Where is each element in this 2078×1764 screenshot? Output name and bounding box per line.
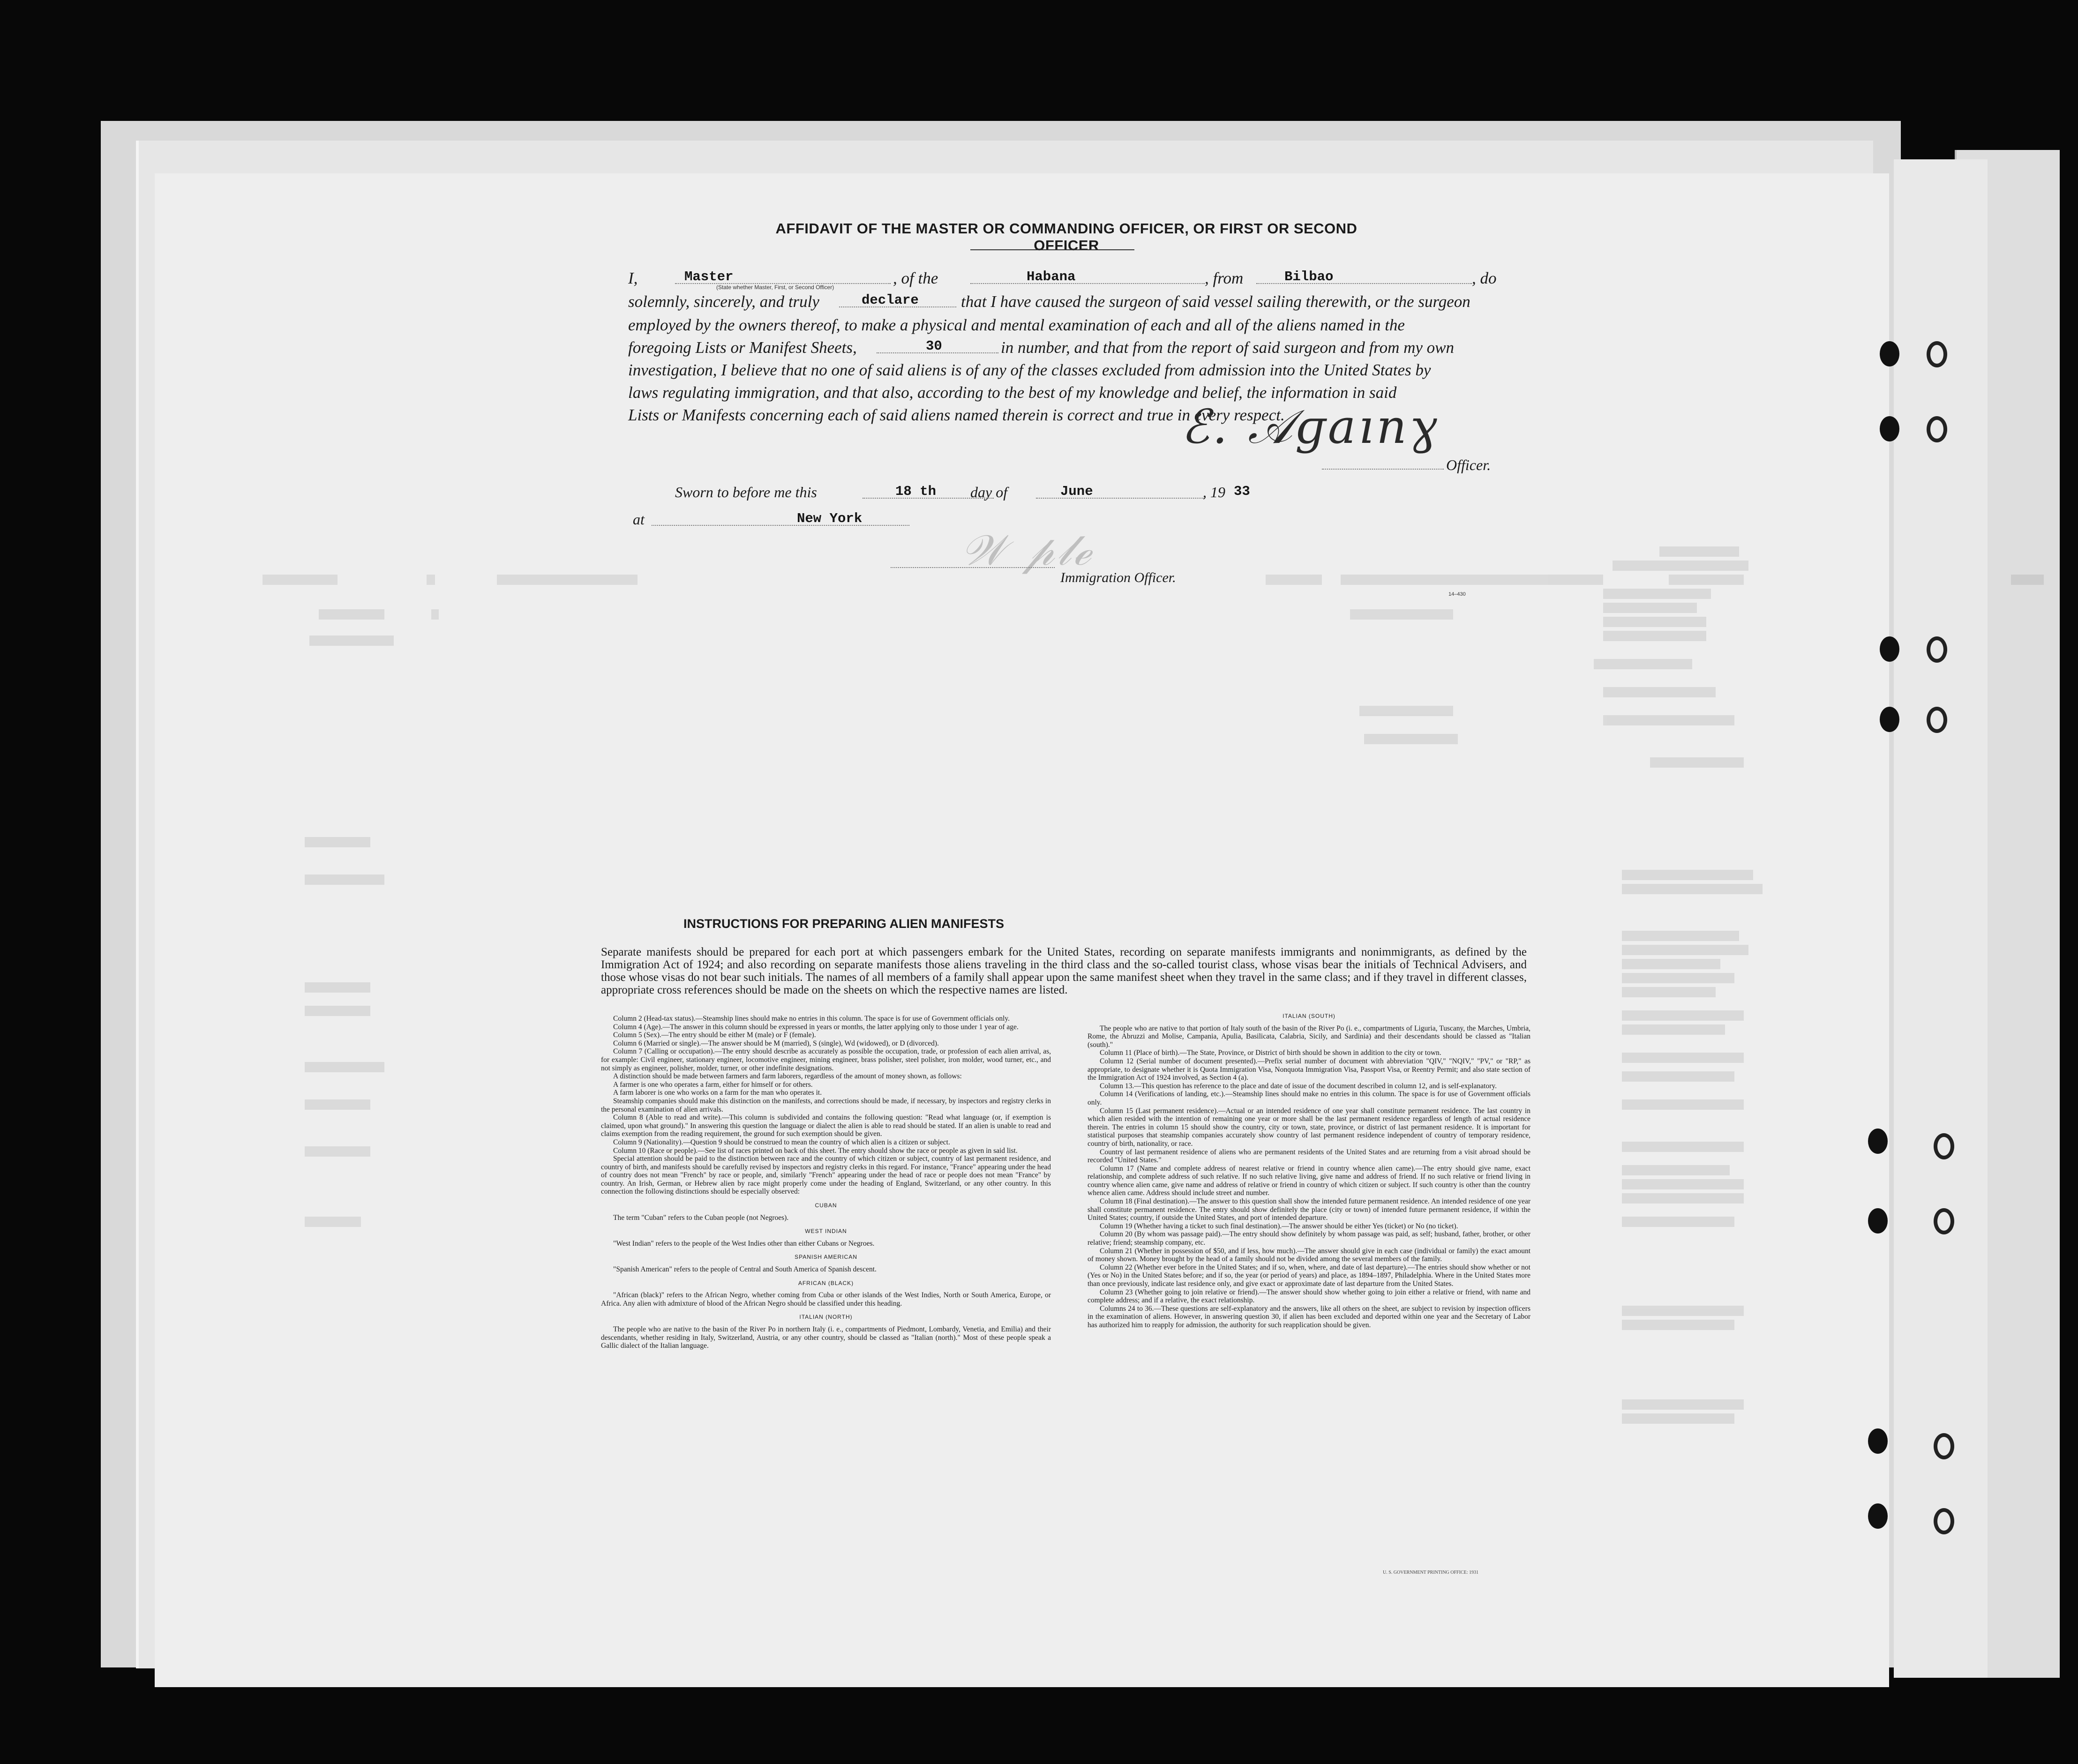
instructions-left-column	[601, 1015, 1051, 1350]
affidavit-line-4b: in number, and that from the report of said surgeon and from my own	[1001, 338, 1455, 357]
left-paragraph: Column 4 (Age).—The answer in this column should be expressed in years or months, the latter applying only to those under 1 year of age.	[613, 1023, 1019, 1031]
affidavit-line-1	[628, 269, 638, 288]
affidavit-line-2a: solemnly, sincerely, and truly	[628, 292, 819, 311]
affidavit-title: AFFIDAVIT OF THE MASTER OR COMMANDING OFFICER, OR FIRST OR SECOND OFFICER	[775, 220, 1358, 254]
left-paragraph: Column 9 (Nationality).—Question 9 should be construed to mean the country of which alien is a citizen or subject.	[613, 1138, 950, 1146]
right-column-paragraphs	[1088, 1024, 1530, 1330]
printer-mark: U. S. GOVERNMENT PRINTING OFFICE: 1931	[1383, 1570, 1478, 1575]
heading-italian-south: ITALIAN (SOUTH)	[1283, 1013, 1335, 1019]
right-paragraph: Column 14 (Verifications of landing, etc.).—Steamship lines should make no entries in this column. The space is for use of Government officials only.	[1088, 1090, 1530, 1106]
rank-line	[675, 283, 891, 284]
officer-signature-line	[1322, 469, 1444, 470]
day-of-label: day of	[970, 484, 1008, 501]
month-value: June	[1060, 484, 1093, 499]
right-paragraph: Column 22 (Whether ever before in the United States; and if so, when, where, and date of last departure).—The entries should show whether or not (Yes or No) in the United States before; and if so, the year (or period of years) and place, as 1894–1897, Philadelphia. Where in the United States more than once previously, indicate last residence only, and give exact or approximate date of last departure from the United States.	[1088, 1263, 1530, 1288]
affidavit-line-2b: that I have caused the surgeon of said vessel sailing therewith, or the surgeon	[961, 292, 1470, 311]
heading-african: AFRICAN (BLACK)	[798, 1279, 854, 1286]
day-value: 18 th	[895, 484, 937, 499]
left-paragraph: Column 7 (Calling or occupation).—The entry should describe as accurately as possible the occupation, trade, or profession of each alien arrival, as, for example: Civil engineer, stationary engineer, locomotive engineer, mining engineer, brass polisher, steel polisher, iron molder, wood turner, etc., and not simply as engineer, polisher, molder, turner, or other indefinite designations.	[601, 1047, 1051, 1072]
affidavit-i: I,	[628, 269, 638, 287]
title-underline	[970, 249, 1134, 250]
right-paragraph: Column 11 (Place of birth).—The State, Province, or District of birth should be shown in addition to the city or town.	[1100, 1049, 1441, 1057]
right-paragraph: Column 23 (Whether going to join relative or friend).—The answer should show whether going to join either a relative or friend, with name and complete address; and if a relative, the exact relationship.	[1088, 1288, 1530, 1305]
place-line	[652, 525, 909, 526]
declare-value: declare	[862, 292, 919, 308]
left-paragraph: A farm laborer is one who works on a farm for the man who operates it.	[613, 1089, 822, 1097]
sheets-value: 30	[926, 338, 942, 354]
sworn-label: Sworn to before me this	[675, 484, 817, 501]
vessel-line	[970, 283, 1205, 284]
heading-west-indian: WEST INDIAN	[805, 1228, 847, 1235]
right-paragraph: Column 13.—This question has reference to the place and date of issue of the document described in column 12, and is self-explanatory.	[1100, 1082, 1497, 1090]
from-label: , from	[1205, 269, 1244, 287]
para-african: "African (black)" refers to the African Negro, whether coming from Cuba or other islands of the West Indies, North or South America, Europe, or Africa. Any alien with admixture of blood of the African Negro should be classified under this heading.	[601, 1291, 1051, 1308]
right-paragraph: Column 21 (Whether in possession of $50, and if less, how much).—The answer should give in each case (individual or family) the exact amount of money shown. Money brought by the head of a family should not be divided among the several members of the family.	[1088, 1247, 1530, 1263]
left-paragraph: A farmer is one who operates a farm, either for himself or for others.	[613, 1080, 813, 1089]
left-paragraph: Column 5 (Sex).—The entry should be either M (male) or F (female).	[613, 1031, 816, 1039]
at-label: at	[633, 511, 645, 528]
left-column-paragraphs	[601, 1015, 1051, 1196]
month-line	[1036, 498, 1205, 499]
para-west-indian: "West Indian" refers to the people of the West Indies other than either Cubans or Negroes.	[613, 1239, 875, 1248]
rank-note: (State whether Master, First, or Second Officer)	[716, 284, 834, 291]
sheets-line	[877, 352, 998, 353]
port-value: Bilbao	[1284, 269, 1334, 284]
left-paragraph: Column 2 (Head-tax status).—Steamship lines should make no entries in this column. The space is for use of Government officials only.	[613, 1015, 1010, 1023]
instructions-title: INSTRUCTIONS FOR PREPARING ALIEN MANIFESTS	[683, 917, 1005, 931]
vessel-value: Habana	[1027, 269, 1076, 284]
left-paragraph: Steamship companies should make this distinction on the manifests, and corrections should be made, if necessary, by inspectors and registry clerks in the personal examination of alien arrivals.	[601, 1097, 1051, 1114]
left-paragraph: Column 8 (Able to read and write).—This column is subdivided and contains the following question: "Read what language (or, if exemption is claimed, upon what ground)." In answering this question the language or dialect the alien is able to read should be stated. If an alien is unable to read and claims exemption from the reading requirement, the ground for such exemption should be given.	[601, 1114, 1051, 1138]
right-paragraph: The people who are native to that portion of Italy south of the basin of the River Po (i. e., compartments of Liguria, Tuscany, the Marches, Umbria, Rome, the Abruzzi and Molise, Campania, Apulia, Basilicata, Calabria, Sicily, and Sardinia) and their descendants should be classed as "Italian (south)."	[1088, 1024, 1530, 1049]
para-spanish-american: "Spanish American" refers to the people of Central and South America of Spanish descent.	[613, 1265, 877, 1274]
right-paragraph: Column 17 (Name and complete address of nearest relative or friend in country whence alien came).—The entry should give name, exact relationship, and complete address of such relative. If no such relative living, give name and address of friend. If no such relative or friend living in country whence alien came, give name and address of relative or friend in country of which citizen or subject. If such country is other than the country whence alien came. Address should include street and number.	[1088, 1164, 1530, 1197]
declare-line	[839, 306, 956, 307]
master-signature: ℰ. 𝒜ɡaınɣ	[1181, 399, 1440, 454]
right-paragraph: Country of last permanent residence of aliens who are permanent residents of the United States and are returning from a visit abroad should be recorded "United States."	[1088, 1148, 1530, 1165]
right-paragraph: Column 20 (By whom was passage paid).—The entry should show definitely by whom passage was paid, as self; husband, father, brother, or other relative; friend; steamship company, etc.	[1088, 1230, 1530, 1247]
immigration-officer-signature: 𝒲 𝓅𝓁ℯ	[961, 526, 1094, 575]
form-number: 14–430	[1448, 591, 1466, 597]
left-paragraph: Column 6 (Married or single).—The answer should be M (married), S (single), Wd (widowed), or D (divorced).	[613, 1039, 939, 1047]
right-paragraph: Column 19 (Whether having a ticket to such final destination).—The answer should be either Yes (ticket) or No (no ticket).	[1100, 1222, 1458, 1230]
affidavit-line-4a: foregoing Lists or Manifest Sheets,	[628, 338, 857, 357]
affidavit-line-5: investigation, I believe that no one of said aliens is of any of the classes excluded from admission into the United States by	[628, 361, 1431, 379]
heading-spanish-american: SPANISH AMERICAN	[795, 1254, 857, 1261]
affidavit-line-3: employed by the owners thereof, to make a physical and mental examination of each and all of the aliens named in the	[628, 316, 1405, 334]
instructions-intro: Separate manifests should be prepared for each port at which passengers embark for the United States, recording on separate manifests immigrants and nonimmigrants, as defined by the Immigration Act of 1924; and also recording on separate manifests those aliens traveling in the third class and the so-called tourist class, whose visas bear the initials of Technical Advisers, and those whose visas do not bear such initials. The names of all members of a family shall appear upon the same manifest sheet when they travel in the same class; and if they travel in different classes, appropriate cross references should be made on the sheets on which the respective names are listed.	[601, 946, 1527, 996]
right-paragraph: Column 12 (Serial number of document presented).—Prefix serial number of document with abbreviation "QIV," "NQIV," "PV," or "RP," as appropriate, to designate whether it is Quota Immigration Visa, Nonquota Immigration Visa, Passport Visa, or Reentry Permit; and also state section of the Immigration Act of 1924 involved, as Section 4 (a).	[1088, 1057, 1530, 1082]
of-the-label: , of the	[893, 269, 938, 287]
left-paragraph: Column 10 (Race or people).—See list of races printed on back of this sheet. The entry should show the race or people as given in said list.	[613, 1146, 1018, 1155]
right-paragraph: Column 15 (Last permanent residence).—Actual or an intended residence of one year shall constitute permanent residence. The last country in which alien resided with the intention of remaining one year or more shall be the last permanent residence regardless of length of actual residence therein. The entries in column 15 should show the country, city or town, state, province, or district of last permanent residence. It is important for statistical purposes that steamship companies accurately show country of last permanent residence independent of country of temporary residence, country of birth, nationality, or race.	[1088, 1106, 1530, 1148]
place-value: New York	[797, 511, 863, 526]
left-paragraph: A distinction should be made between farmers and farm laborers, regardless of the amount of money shown, as follows:	[613, 1072, 962, 1081]
left-paragraph: Special attention should be paid to the distinction between race and the country of which citizen or subject, country of last permanent residence, and country of birth, and manifests should be carefully revised by inspectors and registry clerks in this regard. For instance, "France" appearing under the head of country does not mean "French" by race or people, and, similarly "French" appearing under the head of race or people does not mean "France" by country. An Irish, German, or Hebrew alien by race might properly come under the heading of England, Switzerland, or any other country. In this connection the following distinctions should be especially observed:	[601, 1155, 1051, 1196]
affidavit-line-7: Lists or Manifests concerning each of said aliens named therein is correct and true in every respect.	[628, 406, 1285, 424]
instructions-right-column	[1088, 1012, 1530, 1330]
heading-cuban: CUBAN	[815, 1202, 837, 1209]
para-italian-north: The people who are native to the basin of the River Po in northern Italy (i. e., compartments of Piedmont, Lombardy, Venetia, and Emilia) and their descendants, whether residing in Italy, Switzerland, Austria, or any other country, should be classed as "Italian (north)." Most of these people speak a Gallic dialect of the Italian language.	[601, 1325, 1051, 1350]
immigration-officer-line	[891, 567, 1055, 568]
do-label: , do	[1472, 269, 1497, 287]
immigration-officer-label: Immigration Officer.	[1060, 570, 1176, 585]
year-prefix: , 19	[1203, 484, 1225, 501]
heading-italian-north: ITALIAN (NORTH)	[799, 1314, 853, 1321]
para-cuban: The term "Cuban" refers to the Cuban people (not Negroes).	[613, 1213, 789, 1222]
right-paragraph: Column 18 (Final destination).—The answer to this question shall show the intended future permanent residence. An intended residence of one year shall constitute permanent residence. The entry should show definitely the place (city or town) of intended future permanent residence, if within the United States; country, if outside the United States, and port of intended departure.	[1088, 1197, 1530, 1222]
officer-label: Officer.	[1446, 456, 1491, 473]
rank-value: Master	[684, 269, 734, 284]
right-paragraph: Columns 24 to 36.—These questions are self-explanatory and the answers, like all others on the sheet, are subject to revision by inspection officers in the examination of aliens. However, in answering question 30, if alien has been excluded and deported within one year and the Secretary of Labor has authorized him to reapply for admission, the authority for such reapplication should be given.	[1088, 1304, 1530, 1329]
affidavit-line-6: laws regulating immigration, and that also, according to the best of my knowledge and belief, the information in said	[628, 383, 1397, 402]
year-value: 33	[1234, 484, 1250, 499]
port-line	[1256, 283, 1472, 284]
